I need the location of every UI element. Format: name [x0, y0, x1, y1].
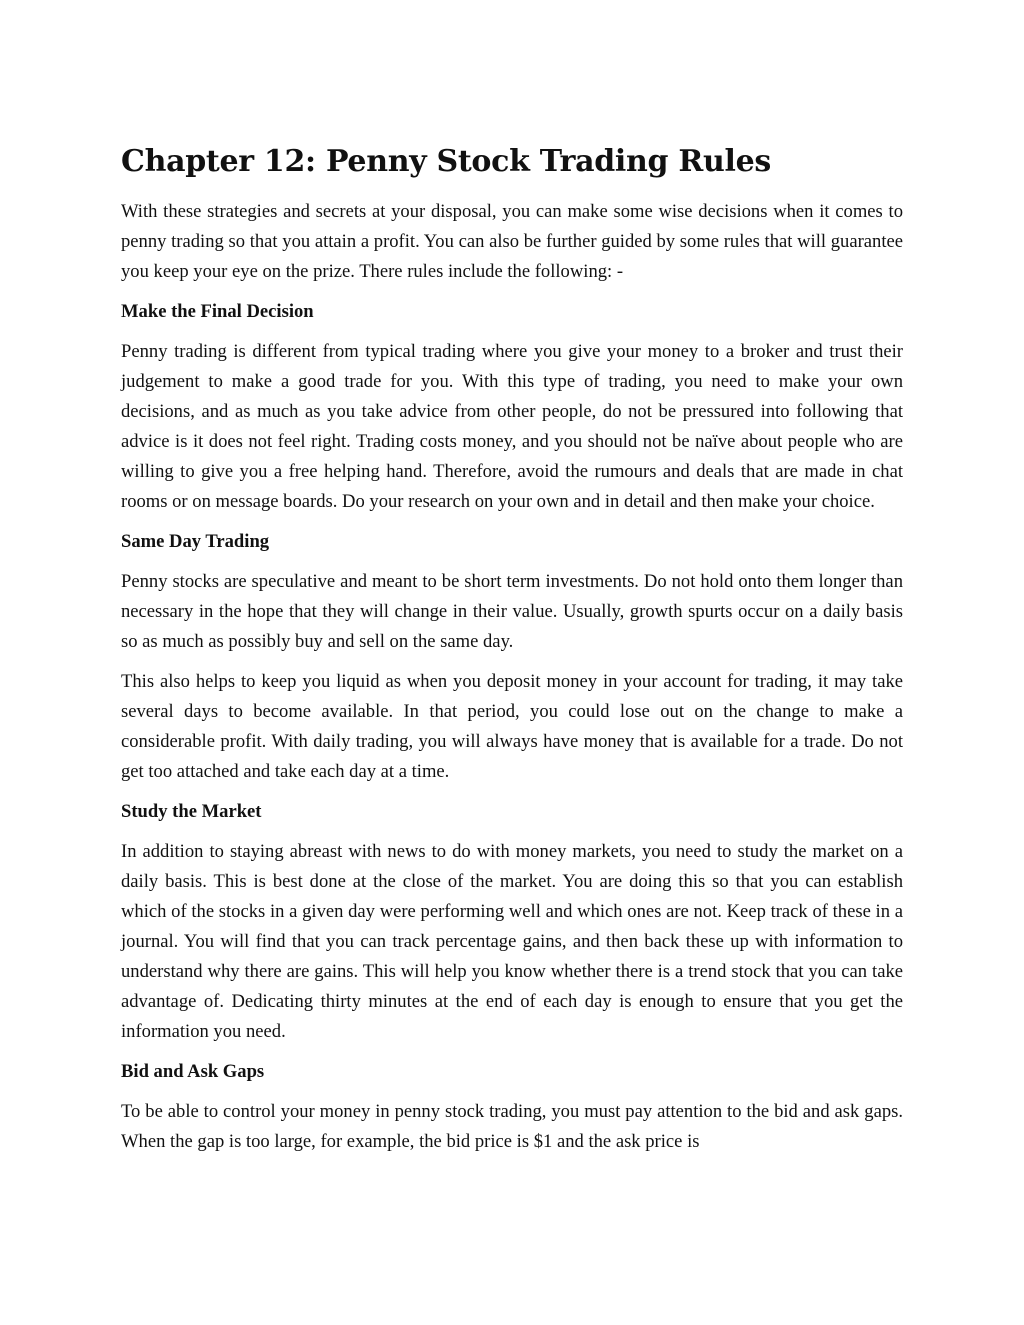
- section-paragraph: Penny stocks are speculative and meant to be short term investments. Do not hold onto them longer than necessary in the hope that they will change in their value. Usually, growth spurts occur on a daily basis so as much as possibly buy and sell on the same day.: [121, 571, 903, 652]
- section-make-final-decision: [121, 297, 903, 517]
- intro-paragraph: With these strategies and secrets at your disposal, you can make some wise decisions when it comes to penny trading so that you attain a profit. You can also be further guided by some rules that will guarantee you keep your eye on the prize. There rules include the following: -: [121, 201, 903, 282]
- section-heading: Study the Market: [121, 801, 262, 822]
- section-heading: Make the Final Decision: [121, 301, 314, 322]
- section-paragraph: This also helps to keep you liquid as when you deposit money in your account for trading, it may take several days to become available. In that period, you could lose out on the change to make a considerable profit. With daily trading, you will always have money that is available for a trade. Do not get too attached and take each day at a time.: [121, 671, 903, 782]
- section-paragraph: In addition to staying abreast with news to do with money markets, you need to study the market on a daily basis. This is best done at the close of the market. You are doing this so that you can establish which of the stocks in a given day were performing well and which ones are not. Keep track of these in a journal. You will find that you can track percentage gains, and then back these up with information to understand why there are gains. This will help you know whether there is a trend stock that you can take advantage of. Dedicating thirty minutes at the end of each day is enough to ensure that you get the information you need.: [121, 841, 903, 1042]
- document-page: [121, 140, 903, 1167]
- section-paragraph: To be able to control your money in penny stock trading, you must pay attention to the bid and ask gaps. When the gap is too large, for example, the bid price is $1 and the ask price is: [121, 1101, 903, 1152]
- section-bid-and-ask-gaps: [121, 1057, 903, 1157]
- section-heading: Bid and Ask Gaps: [121, 1061, 265, 1082]
- section-heading: Same Day Trading: [121, 531, 270, 552]
- section-same-day-trading: [121, 527, 903, 787]
- section-paragraph: Penny trading is different from typical trading where you give your money to a broker and trust their judgement to make a good trade for you. With this type of trading, you need to make your own decisions, and as much as you take advice from other people, do not be pressured into following that advice is it does not feel right. Trading costs money, and you should not be naïve about people who are willing to give you a free helping hand. Therefore, avoid the rumours and deals that are made in chat rooms or on message boards. Do your research on your own and in detail and then make your choice.: [121, 341, 903, 512]
- chapter-title: Chapter 12: Penny Stock Trading Rules: [121, 144, 771, 179]
- section-study-the-market: [121, 797, 903, 1047]
